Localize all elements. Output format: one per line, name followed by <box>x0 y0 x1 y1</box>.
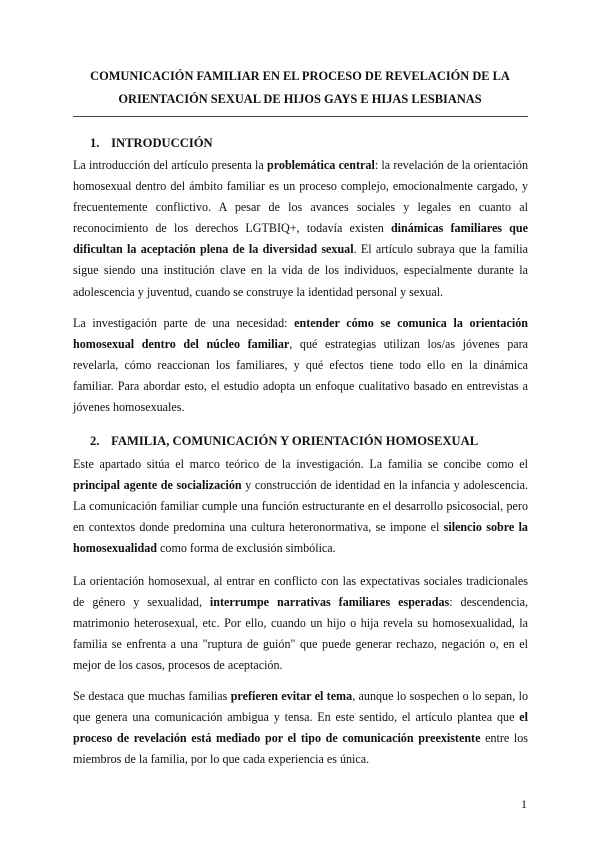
bold-text-run: interrumpe narrativas familiares esperadas <box>209 595 450 610</box>
text-run: La introducción del artículo presenta la <box>73 158 268 172</box>
paragraph <box>73 454 528 559</box>
text-run: como forma de exclusión simbólica. <box>157 541 336 556</box>
paragraph <box>73 155 528 303</box>
text-run: . El artículo subraya que la familia sigue siendo una institución clave en la vida de los individuos, especialmente durante la adolescencia y juventud, cuando se construye la identidad personal y sexual. <box>73 242 528 299</box>
section-title: FAMILIA, COMUNICACIÓN Y ORIENTACIÓN HOMOSEXUAL <box>111 434 479 448</box>
text-run: , aunque lo sospechen o lo sepan, lo que genera una comunicación ambigua y tensa. En este sentido, el artículo plantea que <box>73 689 528 725</box>
text-run: Se destaca que muchas familias <box>73 689 231 703</box>
bold-text-run: prefieren evitar el tema <box>230 689 353 703</box>
text-run: La investigación parte de una necesidad: <box>73 316 295 330</box>
text-run: : descendencia, matrimonio heterosexual, etc. Por ello, cuando un hijo o hija revela su homosexualidad, la familia se enfrenta a una "ruptura de guión" que puede generar rechazo, negación o, en el mejor de los casos, procesos de aceptación. <box>73 595 529 673</box>
text-run: Este apartado sitúa el marco teórico de la investigación. La familia se concibe como el <box>73 457 528 471</box>
text-run: entre los miembros de la familia, por lo que cada experiencia es única. <box>73 731 528 767</box>
text-run: , qué estrategias utilizan los/as jóvenes para revelarla, cómo reaccionan los familiares, y qué efectos tiene todo ello en la dinámica familiar. Para abordar esto, el estudio adopta un enfoque cualitativo basado en entrevistas a jóvenes homosexuales. <box>73 337 528 415</box>
section-title: INTRODUCCIÓN <box>111 136 213 150</box>
section-heading-introduccion <box>90 136 213 151</box>
title-divider <box>73 116 528 117</box>
bold-text-run: entender cómo se comunica la orientación homosexual dentro del núcleo familiar <box>73 316 528 352</box>
paragraph <box>73 571 528 676</box>
text-run: y construcción de identidad en la infancia y adolescencia. La comunicación familiar cumple una función estructurante en el desarrollo psicosocial, pero en contextos donde predomina una cultura heteronormativa, se impone el <box>73 478 529 535</box>
paragraph <box>73 686 528 770</box>
section-number: 2. <box>90 434 100 448</box>
section-number: 1. <box>90 136 100 150</box>
bold-text-run: el proceso de revelación está mediado por el tipo de comunicación preexistente <box>73 710 528 746</box>
bold-text-run: dinámicas familiares que dificultan la aceptación plena de la diversidad sexual <box>73 221 529 257</box>
bold-text-run: problemática central <box>267 158 375 172</box>
paragraph <box>73 313 528 418</box>
text-run: : la revelación de la orientación homosexual dentro del ámbito familiar es un proceso complejo, emocionalmente cargado, y frecuentemente conflictivo. A pesar de los avances sociales y legales en cuanto al reconocimiento de los derechos LGTBIQ+, todavía existen <box>73 158 528 236</box>
section-heading-familia <box>90 434 478 449</box>
page-number: 1 <box>521 797 527 811</box>
document-title: COMUNICACIÓN FAMILIAR EN EL PROCESO DE REVELACIÓN DE LA ORIENTACIÓN SEXUAL DE HIJOS GAYS E HIJAS LESBIANAS <box>90 69 510 106</box>
text-run: La orientación homosexual, al entrar en conflicto con las expectativas sociales tradicionales de género y sexualidad, <box>73 574 528 610</box>
bold-text-run: silencio sobre la homosexualidad <box>73 520 528 556</box>
bold-text-run: principal agente de socialización <box>73 478 242 493</box>
